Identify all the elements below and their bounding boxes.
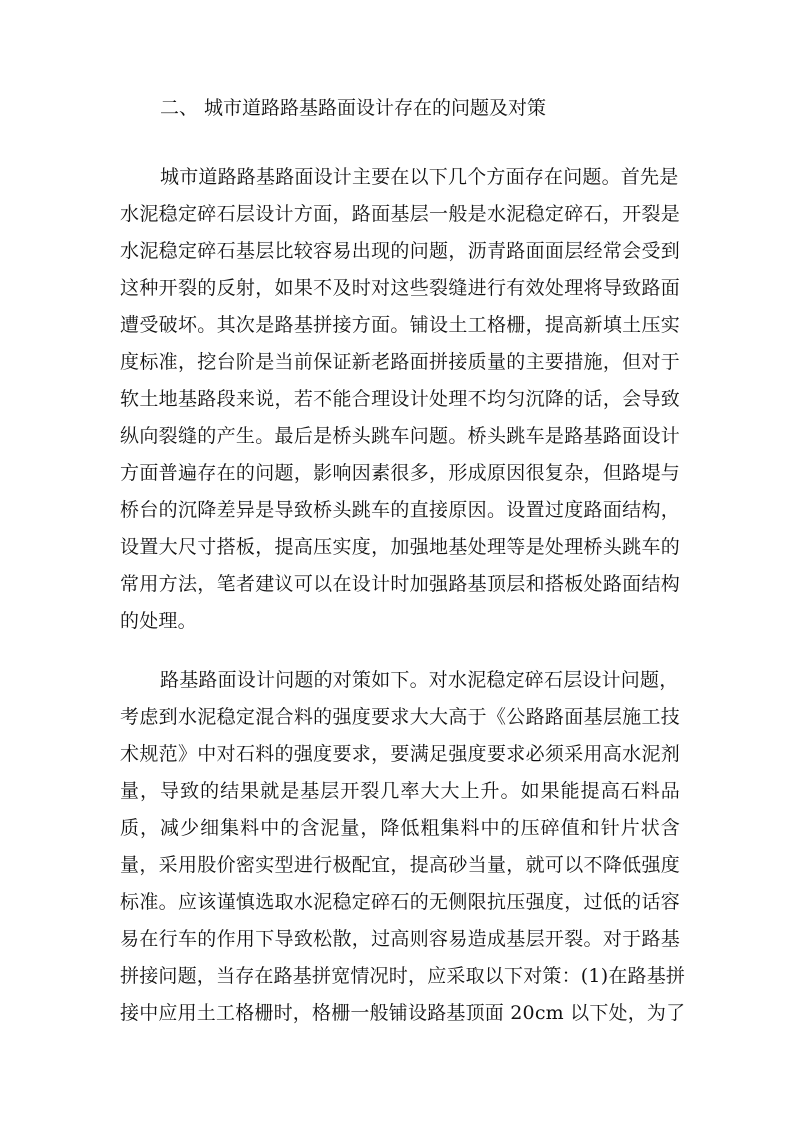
paragraph-line: 水泥稳定碎石层设计方面，路面基层一般是水泥稳定碎石，开裂是 [120,203,680,225]
paragraph-line: 桥台的沉降差异是导致桥头跳车的直接原因。设置过度路面结构， [120,499,680,521]
paragraph-line: 标准。应该谨慎选取水泥稳定碎石的无侧限抗压强度，过低的话容 [120,891,680,913]
paragraph-line: 方面普遍存在的问题，影响因素很多，形成原因很复杂，但路堤与 [120,462,680,484]
paragraph-line: 质，减少细集料中的含泥量，降低粗集料中的压碎值和针片状含 [120,817,680,839]
paragraph-line: 纵向裂缝的产生。最后是桥头跳车问题。桥头跳车是路基路面设计 [120,425,680,447]
paragraph-line: 软土地基路段来说，若不能合理设计处理不均匀沉降的话，会导致 [120,388,680,410]
section-title: 城市道路路基路面设计存在的问题及对策 [204,97,547,119]
paragraph-line: 术规范》中对石料的强度要求，要满足强度要求必须采用高水泥剂 [120,743,680,765]
paragraph-problems [120,159,680,640]
paragraph-line: 度标准，挖台阶是当前保证新老路面拼接质量的主要措施，但对于 [120,351,680,373]
section-number: 二、 [160,97,199,119]
paragraph-line: 这种开裂的反射，如果不及时对这些裂缝进行有效处理将导致路面 [120,277,680,299]
paragraph-line: 遭受破坏。其次是路基拼接方面。铺设土工格栅，提高新填土压实 [120,314,680,336]
paragraph-line: 拼接问题，当存在路基拼宽情况时，应采取以下对策：(1)在路基拼 [120,965,686,987]
paragraph-line: 路基路面设计问题的对策如下。对水泥稳定碎石层设计问题， [160,669,679,691]
paragraph-line: 设置大尺寸搭板，提高压实度，加强地基处理等是处理桥头跳车的 [120,536,680,558]
paragraph-line: 量，采用股价密实型进行极配宜，提高砂当量，就可以不降低强度 [120,854,680,876]
paragraph-line: 常用方法，笔者建议可以在设计时加强路基顶层和搭板处路面结构 [120,573,680,595]
paragraph-line: 城市道路路基路面设计主要在以下几个方面存在问题。首先是 [160,166,679,188]
paragraph-line: 的处理。 [120,610,197,632]
paragraph-countermeasures [120,662,686,1032]
section-heading [160,96,546,120]
paragraph-line: 易在行车的作用下导致松散，过高则容易造成基层开裂。对于路基 [120,928,680,950]
paragraph-line: 接中应用土工格栅时，格栅一般铺设路基顶面 20cm 以下处，为了 [120,1002,686,1024]
paragraph-line: 量，导致的结果就是基层开裂几率大大上升。如果能提高石料品 [120,780,680,802]
paragraph-line: 水泥稳定碎石基层比较容易出现的问题，沥青路面面层经常会受到 [120,240,680,262]
paragraph-line: 考虑到水泥稳定混合料的强度要求大大高于《公路路面基层施工技 [120,706,680,728]
